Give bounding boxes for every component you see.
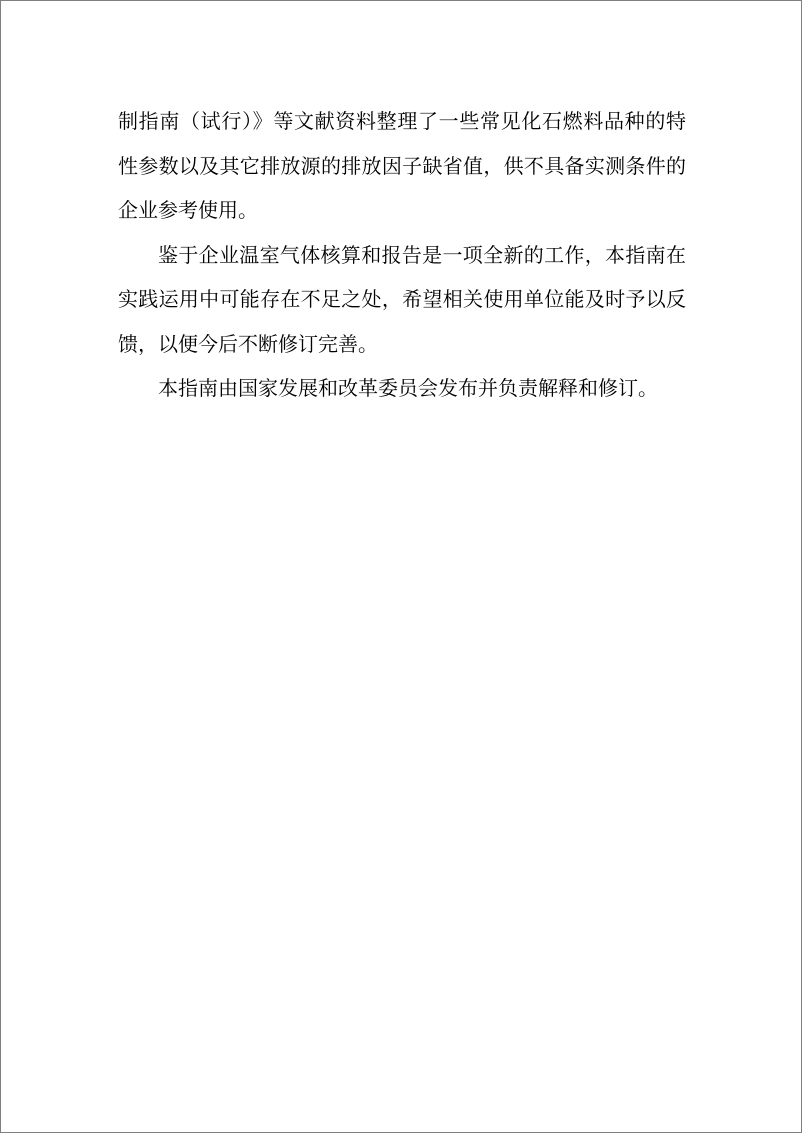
paragraph-continuation: 制指南（试行）》等文献资料整理了一些常见化石燃料品种的特性参数以及其它排放源的排放因子缺省值，供不具备实测条件的企业参考使用。: [118, 109, 686, 222]
paragraph-issuer: 本指南由国家发展和改革委员会发布并负责解释和修订。: [158, 376, 658, 400]
paragraph-feedback: 鉴于企业温室气体核算和报告是一项全新的工作，本指南在实践运用中可能存在不足之处，希望相关使用单位能及时予以反馈，以便今后不断修订完善。: [118, 242, 686, 356]
document-body: [118, 99, 686, 411]
